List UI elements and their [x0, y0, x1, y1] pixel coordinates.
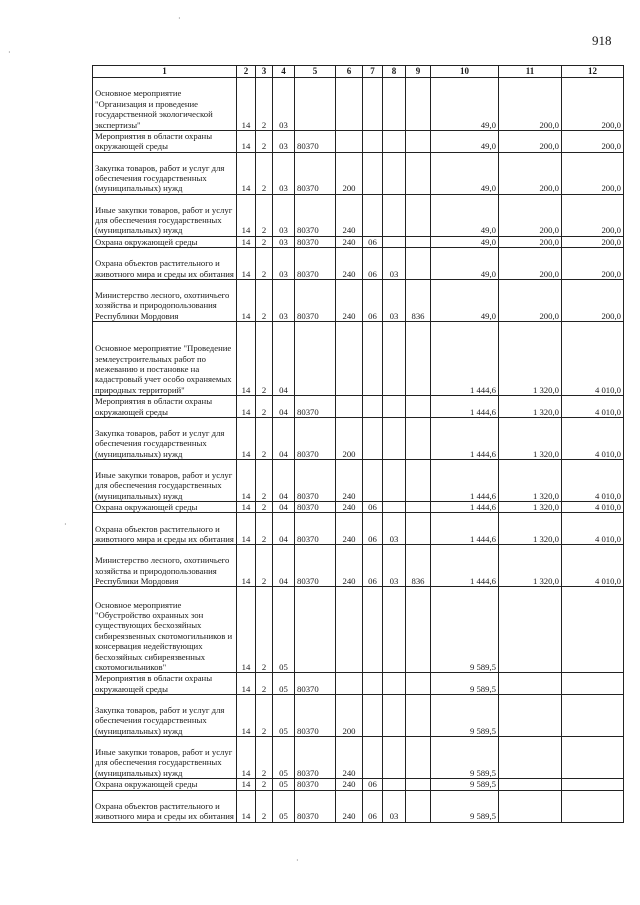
code-gr-cell: 14	[237, 460, 256, 502]
amount-col11-cell	[499, 673, 562, 695]
code-ps-cell: 05	[273, 587, 295, 673]
amount-col11-cell	[499, 779, 562, 790]
code-gr-cell: 14	[237, 545, 256, 587]
amount-col12-cell: 200,0	[562, 131, 624, 153]
code-gr-cell: 14	[237, 779, 256, 790]
code-ps-cell: 04	[273, 513, 295, 545]
code-vr-cell	[336, 396, 363, 418]
code-ps-cell: 03	[273, 236, 295, 247]
column-header: 6	[336, 66, 363, 78]
amount-col11-cell: 200,0	[499, 280, 562, 322]
code-ps-cell: 03	[273, 131, 295, 153]
row-name-cell: Охрана объектов растительного и животного мира и среды их обитания	[93, 790, 237, 822]
amount-col10-cell: 9 589,5	[431, 779, 499, 790]
amount-col12-cell: 4 010,0	[562, 513, 624, 545]
code-rz-cell	[363, 737, 383, 779]
table-row	[93, 513, 624, 545]
code-gr-cell: 14	[237, 587, 256, 673]
code-csr-cell	[295, 322, 336, 396]
code-vr-cell: 200	[336, 418, 363, 460]
code-csr-cell: 80370	[295, 194, 336, 236]
amount-col12-cell: 4 010,0	[562, 502, 624, 513]
code-pr-cell: 2	[256, 779, 273, 790]
amount-col12-cell	[562, 695, 624, 737]
amount-col12-cell	[562, 673, 624, 695]
table-row	[93, 322, 624, 396]
code-gr-cell: 14	[237, 322, 256, 396]
code-ssr-cell: 03	[383, 248, 406, 280]
code-pr-cell: 2	[256, 418, 273, 460]
code-vr-cell: 240	[336, 236, 363, 247]
code-gr-cell: 14	[237, 673, 256, 695]
table-row	[93, 779, 624, 790]
code-pr-cell: 2	[256, 460, 273, 502]
code-gr-cell: 14	[237, 236, 256, 247]
row-name-cell: Закупка товаров, работ и услуг для обеспечения государственных (муниципальных) нужд	[93, 695, 237, 737]
code-ps-cell: 03	[273, 78, 295, 131]
code-gr-cell: 14	[237, 396, 256, 418]
code-pr-cell: 2	[256, 131, 273, 153]
amount-col12-cell	[562, 587, 624, 673]
code-csr-cell: 80370	[295, 280, 336, 322]
column-header: 11	[499, 66, 562, 78]
amount-col12-cell: 200,0	[562, 248, 624, 280]
code-pr-cell: 2	[256, 236, 273, 247]
table-row	[93, 545, 624, 587]
code-vr-cell: 200	[336, 695, 363, 737]
scan-speck: ·	[178, 14, 181, 23]
code-rz-cell: 06	[363, 779, 383, 790]
code-grbs-cell	[406, 248, 431, 280]
code-csr-cell: 80370	[295, 779, 336, 790]
header-row	[93, 66, 624, 78]
table-row	[93, 396, 624, 418]
amount-col11-cell	[499, 695, 562, 737]
amount-col12-cell: 200,0	[562, 78, 624, 131]
code-grbs-cell	[406, 790, 431, 822]
row-name-cell: Закупка товаров, работ и услуг для обеспечения государственных (муниципальных) нужд	[93, 152, 237, 194]
code-vr-cell: 240	[336, 790, 363, 822]
page-number: 918	[592, 33, 612, 48]
code-pr-cell: 2	[256, 194, 273, 236]
code-grbs-cell	[406, 78, 431, 131]
amount-col10-cell: 49,0	[431, 194, 499, 236]
scan-speck: ·	[64, 520, 67, 529]
code-gr-cell: 14	[237, 194, 256, 236]
row-name-cell: Охрана окружающей среды	[93, 779, 237, 790]
row-name-cell: Иные закупки товаров, работ и услуг для обеспечения государственных (муниципальных) нужд	[93, 737, 237, 779]
code-gr-cell: 14	[237, 280, 256, 322]
code-grbs-cell	[406, 322, 431, 396]
amount-col11-cell: 200,0	[499, 248, 562, 280]
code-ps-cell: 04	[273, 502, 295, 513]
row-name-cell: Основное мероприятие "Организация и проведение государственной экологической экспертизы"	[93, 78, 237, 131]
code-vr-cell: 240	[336, 737, 363, 779]
amount-col11-cell: 200,0	[499, 152, 562, 194]
amount-col11-cell: 1 320,0	[499, 396, 562, 418]
table-row	[93, 737, 624, 779]
code-ssr-cell: 03	[383, 545, 406, 587]
amount-col11-cell: 1 320,0	[499, 322, 562, 396]
column-header: 2	[237, 66, 256, 78]
row-name-cell: Иные закупки товаров, работ и услуг для обеспечения государственных (муниципальных) нужд	[93, 460, 237, 502]
code-csr-cell	[295, 587, 336, 673]
code-ssr-cell	[383, 502, 406, 513]
code-vr-cell	[336, 587, 363, 673]
code-rz-cell	[363, 152, 383, 194]
code-gr-cell: 14	[237, 131, 256, 153]
row-name-cell: Иные закупки товаров, работ и услуг для обеспечения государственных (муниципальных) нужд	[93, 194, 237, 236]
code-rz-cell: 06	[363, 248, 383, 280]
table-row	[93, 152, 624, 194]
amount-col10-cell: 1 444,6	[431, 513, 499, 545]
amount-col12-cell: 200,0	[562, 236, 624, 247]
code-gr-cell: 14	[237, 513, 256, 545]
code-csr-cell: 80370	[295, 502, 336, 513]
amount-col11-cell: 1 320,0	[499, 545, 562, 587]
amount-col10-cell: 9 589,5	[431, 695, 499, 737]
code-rz-cell	[363, 587, 383, 673]
code-ssr-cell	[383, 737, 406, 779]
amount-col11-cell	[499, 587, 562, 673]
amount-col12-cell: 4 010,0	[562, 460, 624, 502]
column-header: 5	[295, 66, 336, 78]
column-header: 10	[431, 66, 499, 78]
code-grbs-cell	[406, 587, 431, 673]
code-pr-cell: 2	[256, 513, 273, 545]
code-ps-cell: 04	[273, 418, 295, 460]
code-pr-cell: 2	[256, 396, 273, 418]
code-ssr-cell	[383, 673, 406, 695]
code-pr-cell: 2	[256, 545, 273, 587]
row-name-cell: Министерство лесного, охотничьего хозяйства и природопользования Республики Мордовия	[93, 280, 237, 322]
code-vr-cell: 200	[336, 152, 363, 194]
code-ssr-cell	[383, 396, 406, 418]
table-row	[93, 695, 624, 737]
code-vr-cell: 240	[336, 502, 363, 513]
amount-col11-cell: 1 320,0	[499, 460, 562, 502]
code-csr-cell	[295, 78, 336, 131]
code-csr-cell: 80370	[295, 790, 336, 822]
code-ssr-cell	[383, 460, 406, 502]
amount-col12-cell: 4 010,0	[562, 322, 624, 396]
amount-col12-cell	[562, 779, 624, 790]
row-name-cell: Охрана объектов растительного и животного мира и среды их обитания	[93, 248, 237, 280]
amount-col12-cell: 200,0	[562, 280, 624, 322]
code-gr-cell: 14	[237, 737, 256, 779]
code-csr-cell: 80370	[295, 236, 336, 247]
code-ssr-cell	[383, 236, 406, 247]
code-ps-cell: 05	[273, 737, 295, 779]
code-grbs-cell	[406, 779, 431, 790]
code-grbs-cell	[406, 737, 431, 779]
code-vr-cell: 240	[336, 280, 363, 322]
code-gr-cell: 14	[237, 152, 256, 194]
row-name-cell: Охрана окружающей среды	[93, 502, 237, 513]
row-name-cell: Министерство лесного, охотничьего хозяйства и природопользования Республики Мордовия	[93, 545, 237, 587]
code-rz-cell	[363, 78, 383, 131]
amount-col11-cell: 1 320,0	[499, 513, 562, 545]
scan-speck: ·	[8, 48, 11, 57]
column-header: 1	[93, 66, 237, 78]
code-rz-cell: 06	[363, 513, 383, 545]
amount-col10-cell: 49,0	[431, 248, 499, 280]
code-grbs-cell: 836	[406, 545, 431, 587]
code-ssr-cell	[383, 322, 406, 396]
code-pr-cell: 2	[256, 322, 273, 396]
table-row	[93, 790, 624, 822]
amount-col11-cell: 1 320,0	[499, 502, 562, 513]
code-csr-cell: 80370	[295, 513, 336, 545]
code-gr-cell: 14	[237, 695, 256, 737]
amount-col11-cell	[499, 790, 562, 822]
amount-col10-cell: 49,0	[431, 78, 499, 131]
code-grbs-cell	[406, 236, 431, 247]
column-header: 4	[273, 66, 295, 78]
code-ssr-cell: 03	[383, 280, 406, 322]
code-ps-cell: 03	[273, 280, 295, 322]
code-pr-cell: 2	[256, 737, 273, 779]
code-rz-cell	[363, 673, 383, 695]
table-row	[93, 460, 624, 502]
code-gr-cell: 14	[237, 790, 256, 822]
code-pr-cell: 2	[256, 502, 273, 513]
code-ssr-cell: 03	[383, 790, 406, 822]
code-grbs-cell	[406, 194, 431, 236]
code-vr-cell: 240	[336, 248, 363, 280]
code-pr-cell: 2	[256, 790, 273, 822]
code-pr-cell: 2	[256, 152, 273, 194]
code-csr-cell: 80370	[295, 737, 336, 779]
code-vr-cell: 240	[336, 779, 363, 790]
code-grbs-cell	[406, 513, 431, 545]
amount-col12-cell: 200,0	[562, 152, 624, 194]
code-grbs-cell	[406, 152, 431, 194]
code-csr-cell: 80370	[295, 418, 336, 460]
scan-speck: ·	[296, 856, 299, 865]
column-header: 3	[256, 66, 273, 78]
code-ps-cell: 05	[273, 790, 295, 822]
amount-col10-cell: 1 444,6	[431, 418, 499, 460]
amount-col12-cell: 4 010,0	[562, 396, 624, 418]
amount-col10-cell: 1 444,6	[431, 322, 499, 396]
code-pr-cell: 2	[256, 695, 273, 737]
table-row	[93, 131, 624, 153]
code-ssr-cell: 03	[383, 513, 406, 545]
row-name-cell: Мероприятия в области охраны окружающей среды	[93, 131, 237, 153]
code-rz-cell: 06	[363, 790, 383, 822]
code-grbs-cell	[406, 131, 431, 153]
code-vr-cell	[336, 78, 363, 131]
code-rz-cell	[363, 695, 383, 737]
code-grbs-cell	[406, 396, 431, 418]
code-ps-cell: 05	[273, 673, 295, 695]
code-vr-cell	[336, 673, 363, 695]
code-csr-cell: 80370	[295, 460, 336, 502]
amount-col11-cell: 200,0	[499, 78, 562, 131]
amount-col10-cell: 1 444,6	[431, 502, 499, 513]
table-row	[93, 248, 624, 280]
code-ps-cell: 05	[273, 695, 295, 737]
amount-col10-cell: 49,0	[431, 152, 499, 194]
amount-col11-cell: 200,0	[499, 236, 562, 247]
code-pr-cell: 2	[256, 78, 273, 131]
row-name-cell: Охрана объектов растительного и животного мира и среды их обитания	[93, 513, 237, 545]
code-grbs-cell	[406, 695, 431, 737]
table-row	[93, 236, 624, 247]
amount-col12-cell: 200,0	[562, 194, 624, 236]
code-vr-cell: 240	[336, 194, 363, 236]
code-rz-cell: 06	[363, 236, 383, 247]
column-header: 12	[562, 66, 624, 78]
code-rz-cell: 06	[363, 502, 383, 513]
amount-col10-cell: 9 589,5	[431, 790, 499, 822]
code-rz-cell	[363, 194, 383, 236]
code-ssr-cell	[383, 131, 406, 153]
row-name-cell: Основное мероприятие "Проведение землеустроительных работ по межеванию и постановке на кадастровый учет особо охраняемых природных территорий"	[93, 322, 237, 396]
code-rz-cell: 06	[363, 545, 383, 587]
code-pr-cell: 2	[256, 280, 273, 322]
amount-col11-cell: 200,0	[499, 194, 562, 236]
code-csr-cell: 80370	[295, 131, 336, 153]
code-csr-cell: 80370	[295, 695, 336, 737]
code-gr-cell: 14	[237, 418, 256, 460]
code-ps-cell: 05	[273, 779, 295, 790]
row-name-cell: Охрана окружающей среды	[93, 236, 237, 247]
amount-col10-cell: 1 444,6	[431, 545, 499, 587]
code-vr-cell	[336, 131, 363, 153]
code-ps-cell: 03	[273, 152, 295, 194]
code-ssr-cell	[383, 152, 406, 194]
amount-col10-cell: 9 589,5	[431, 737, 499, 779]
code-csr-cell: 80370	[295, 545, 336, 587]
table-row	[93, 78, 624, 131]
amount-col12-cell	[562, 790, 624, 822]
code-ps-cell: 03	[273, 248, 295, 280]
row-name-cell: Мероприятия в области охраны окружающей среды	[93, 673, 237, 695]
amount-col10-cell: 49,0	[431, 131, 499, 153]
code-grbs-cell	[406, 460, 431, 502]
code-vr-cell	[336, 322, 363, 396]
code-ssr-cell	[383, 78, 406, 131]
code-rz-cell	[363, 396, 383, 418]
amount-col11-cell	[499, 737, 562, 779]
code-rz-cell	[363, 322, 383, 396]
row-name-cell: Закупка товаров, работ и услуг для обеспечения государственных (муниципальных) нужд	[93, 418, 237, 460]
code-gr-cell: 14	[237, 78, 256, 131]
code-gr-cell: 14	[237, 248, 256, 280]
amount-col10-cell: 49,0	[431, 280, 499, 322]
code-csr-cell: 80370	[295, 248, 336, 280]
code-vr-cell: 240	[336, 545, 363, 587]
amount-col10-cell: 9 589,5	[431, 587, 499, 673]
table-row	[93, 194, 624, 236]
code-ps-cell: 04	[273, 322, 295, 396]
code-pr-cell: 2	[256, 248, 273, 280]
code-ssr-cell	[383, 695, 406, 737]
code-rz-cell	[363, 460, 383, 502]
amount-col10-cell: 1 444,6	[431, 460, 499, 502]
code-ssr-cell	[383, 587, 406, 673]
code-rz-cell	[363, 131, 383, 153]
code-csr-cell: 80370	[295, 152, 336, 194]
row-name-cell: Мероприятия в области охраны окружающей среды	[93, 396, 237, 418]
amount-col12-cell: 4 010,0	[562, 545, 624, 587]
amount-col11-cell: 1 320,0	[499, 418, 562, 460]
code-grbs-cell	[406, 673, 431, 695]
code-pr-cell: 2	[256, 587, 273, 673]
code-vr-cell: 240	[336, 460, 363, 502]
table-row	[93, 587, 624, 673]
amount-col11-cell: 200,0	[499, 131, 562, 153]
amount-col12-cell	[562, 737, 624, 779]
table-row	[93, 673, 624, 695]
code-pr-cell: 2	[256, 673, 273, 695]
column-header: 8	[383, 66, 406, 78]
code-ssr-cell	[383, 194, 406, 236]
code-ssr-cell	[383, 418, 406, 460]
table-row	[93, 502, 624, 513]
code-ssr-cell	[383, 779, 406, 790]
code-grbs-cell: 836	[406, 280, 431, 322]
code-ps-cell: 03	[273, 194, 295, 236]
code-ps-cell: 04	[273, 460, 295, 502]
budget-table	[92, 65, 624, 823]
table-body	[93, 78, 624, 823]
code-rz-cell	[363, 418, 383, 460]
code-rz-cell: 06	[363, 280, 383, 322]
column-header: 7	[363, 66, 383, 78]
code-csr-cell: 80370	[295, 396, 336, 418]
code-gr-cell: 14	[237, 502, 256, 513]
table-row	[93, 418, 624, 460]
column-header: 9	[406, 66, 431, 78]
code-vr-cell: 240	[336, 513, 363, 545]
code-ps-cell: 04	[273, 545, 295, 587]
code-ps-cell: 04	[273, 396, 295, 418]
code-grbs-cell	[406, 418, 431, 460]
amount-col10-cell: 9 589,5	[431, 673, 499, 695]
table-row	[93, 280, 624, 322]
amount-col10-cell: 49,0	[431, 236, 499, 247]
code-grbs-cell	[406, 502, 431, 513]
amount-col12-cell: 4 010,0	[562, 418, 624, 460]
amount-col10-cell: 1 444,6	[431, 396, 499, 418]
code-csr-cell: 80370	[295, 673, 336, 695]
row-name-cell: Основное мероприятие "Обустройство охранных зон существующих бесхозяйных сибиреязвенных скотомогильников и консервация недействующих бесхозяйных сибиреязвенных скотомогильников"	[93, 587, 237, 673]
